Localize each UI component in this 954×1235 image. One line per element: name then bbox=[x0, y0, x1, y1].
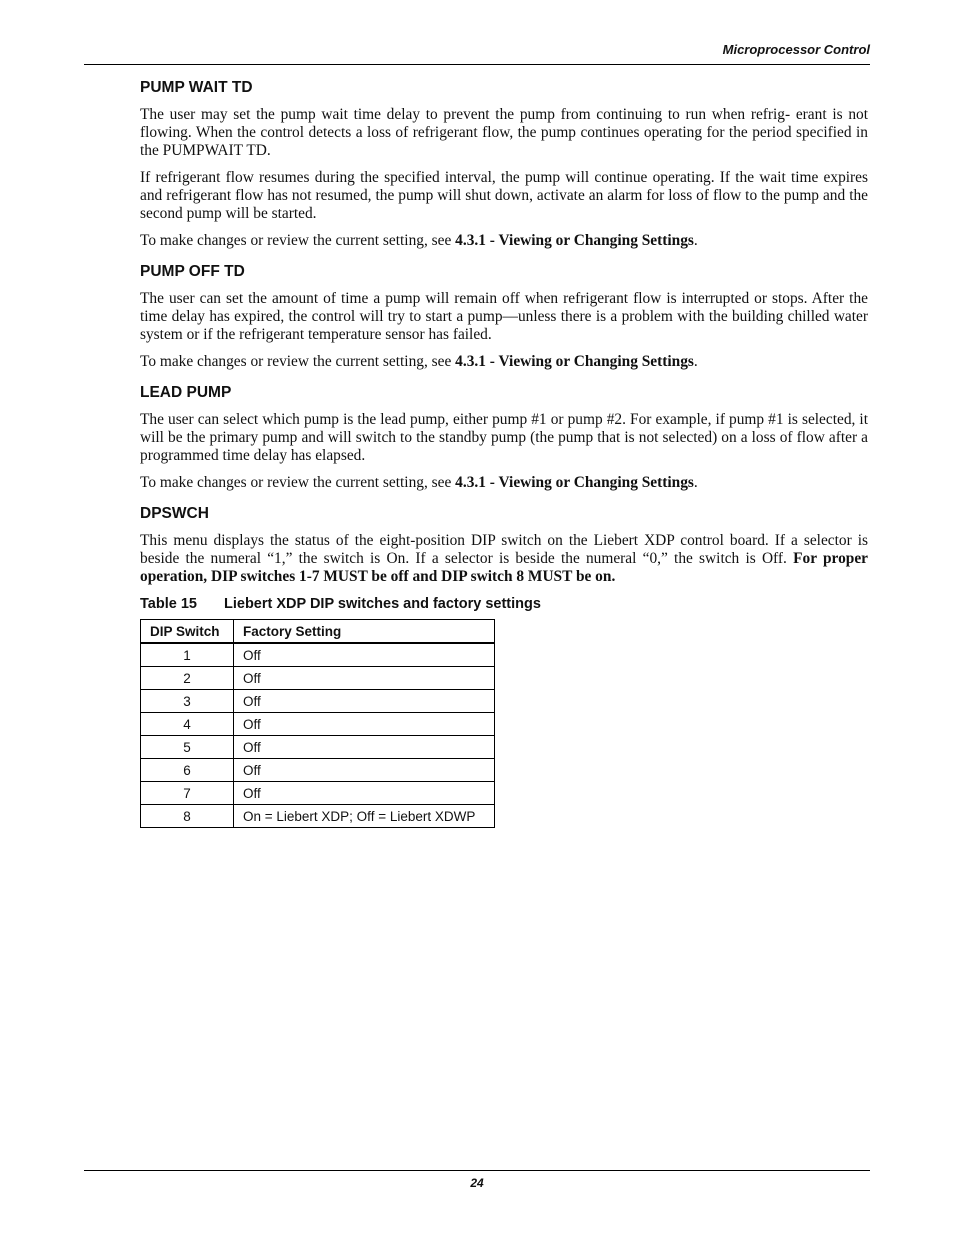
table-number: Table 15 bbox=[140, 596, 197, 612]
dpswch-warning: For proper operation, DIP switches 1-7 MUST be off and DIP switch 8 MUST be on. bbox=[140, 550, 868, 585]
reference-link[interactable]: 4.3.1 - Viewing or Changing Settings bbox=[455, 232, 694, 249]
page-number: 24 bbox=[470, 1176, 484, 1190]
dpswch-paragraph-1 bbox=[140, 532, 868, 586]
section-heading-pump-wait: PUMP WAIT TD bbox=[140, 79, 253, 96]
reference-suffix: . bbox=[693, 474, 698, 491]
header-rule bbox=[84, 64, 870, 65]
table-row bbox=[141, 736, 495, 759]
page-content bbox=[140, 78, 868, 828]
pump-off-reference bbox=[140, 353, 868, 371]
table-row bbox=[141, 805, 495, 828]
factory-setting-cell: Off bbox=[234, 643, 495, 667]
factory-setting-cell: Off bbox=[234, 736, 495, 759]
table-row bbox=[141, 667, 495, 690]
reference-suffix: . bbox=[693, 232, 698, 249]
pump-off-paragraph-1: The user can set the amount of time a pump will remain off when refrigerant flow is interrupted or stops. After the time delay has expired, the control will try to start a pump—unless there is a problem with the building chilled water system or if the refrigerant temperature sensor has failed. bbox=[140, 290, 868, 343]
table-row bbox=[141, 643, 495, 667]
table-row bbox=[141, 713, 495, 736]
column-header-factory-setting: Factory Setting bbox=[234, 620, 495, 644]
dpswch-text: This menu displays the status of the eight-position DIP switch on the Liebert XDP control board. If a selector is beside the numeral “1,” the switch is On. If a selector is beside the numeral “0,” the switch is Off. bbox=[140, 532, 868, 567]
reference-text: To make changes or review the current setting, see bbox=[140, 232, 456, 249]
section-heading-dpswch: DPSWCH bbox=[140, 505, 209, 522]
dip-switch-cell: 6 bbox=[141, 759, 234, 782]
factory-setting-cell: Off bbox=[234, 690, 495, 713]
dip-switch-cell: 7 bbox=[141, 782, 234, 805]
table-row bbox=[141, 782, 495, 805]
reference-link[interactable]: 4.3.1 - Viewing or Changing Settings bbox=[455, 474, 694, 491]
section-heading-lead-pump: LEAD PUMP bbox=[140, 384, 232, 401]
lead-pump-paragraph-1: The user can select which pump is the lead pump, either pump #1 or pump #2. For example, if pump #1 is selected, it will be the primary pump and will switch to the standby pump (the pump that is not selected) on a loss of flow after a programmed time delay has elapsed. bbox=[140, 411, 868, 464]
table-header-row bbox=[141, 620, 495, 644]
dip-switch-cell: 3 bbox=[141, 690, 234, 713]
lead-pump-reference bbox=[140, 474, 868, 492]
factory-setting-cell: Off bbox=[234, 667, 495, 690]
dip-switch-cell: 4 bbox=[141, 713, 234, 736]
reference-text: To make changes or review the current setting, see bbox=[140, 353, 456, 370]
pump-wait-paragraph-2: If refrigerant flow resumes during the specified interval, the pump will continue operating. If the wait time expires and refrigerant flow has not resumed, the pump will shut down, activate an alarm for loss of flow to the pump and the second pump will be started. bbox=[140, 169, 868, 222]
factory-setting-cell: Off bbox=[234, 782, 495, 805]
dip-switch-cell: 2 bbox=[141, 667, 234, 690]
running-header: Microprocessor Control bbox=[722, 42, 870, 57]
footer-rule bbox=[84, 1170, 870, 1171]
reference-suffix: . bbox=[693, 353, 698, 370]
pump-wait-paragraph-1: The user may set the pump wait time delay to prevent the pump from continuing to run when refrig- erant is not flowing. When the control detects a loss of refrigerant flow, the pump continues operating for the period specified in the PUMPWAIT TD. bbox=[140, 106, 868, 159]
factory-setting-cell: On = Liebert XDP; Off = Liebert XDWP bbox=[234, 805, 495, 828]
reference-text: To make changes or review the current setting, see bbox=[140, 474, 456, 491]
table-title: Liebert XDP DIP switches and factory settings bbox=[224, 596, 541, 612]
reference-link[interactable]: 4.3.1 - Viewing or Changing Settings bbox=[455, 353, 694, 370]
column-header-dip-switch: DIP Switch bbox=[141, 620, 234, 644]
factory-setting-cell: Off bbox=[234, 759, 495, 782]
table-row bbox=[141, 759, 495, 782]
pump-wait-reference bbox=[140, 232, 868, 250]
section-heading-pump-off: PUMP OFF TD bbox=[140, 263, 245, 280]
dip-switch-cell: 5 bbox=[141, 736, 234, 759]
dip-switch-cell: 1 bbox=[141, 643, 234, 667]
dip-switch-cell: 8 bbox=[141, 805, 234, 828]
table-row bbox=[141, 690, 495, 713]
table-caption bbox=[140, 595, 868, 613]
dip-switch-table bbox=[140, 619, 495, 828]
factory-setting-cell: Off bbox=[234, 713, 495, 736]
